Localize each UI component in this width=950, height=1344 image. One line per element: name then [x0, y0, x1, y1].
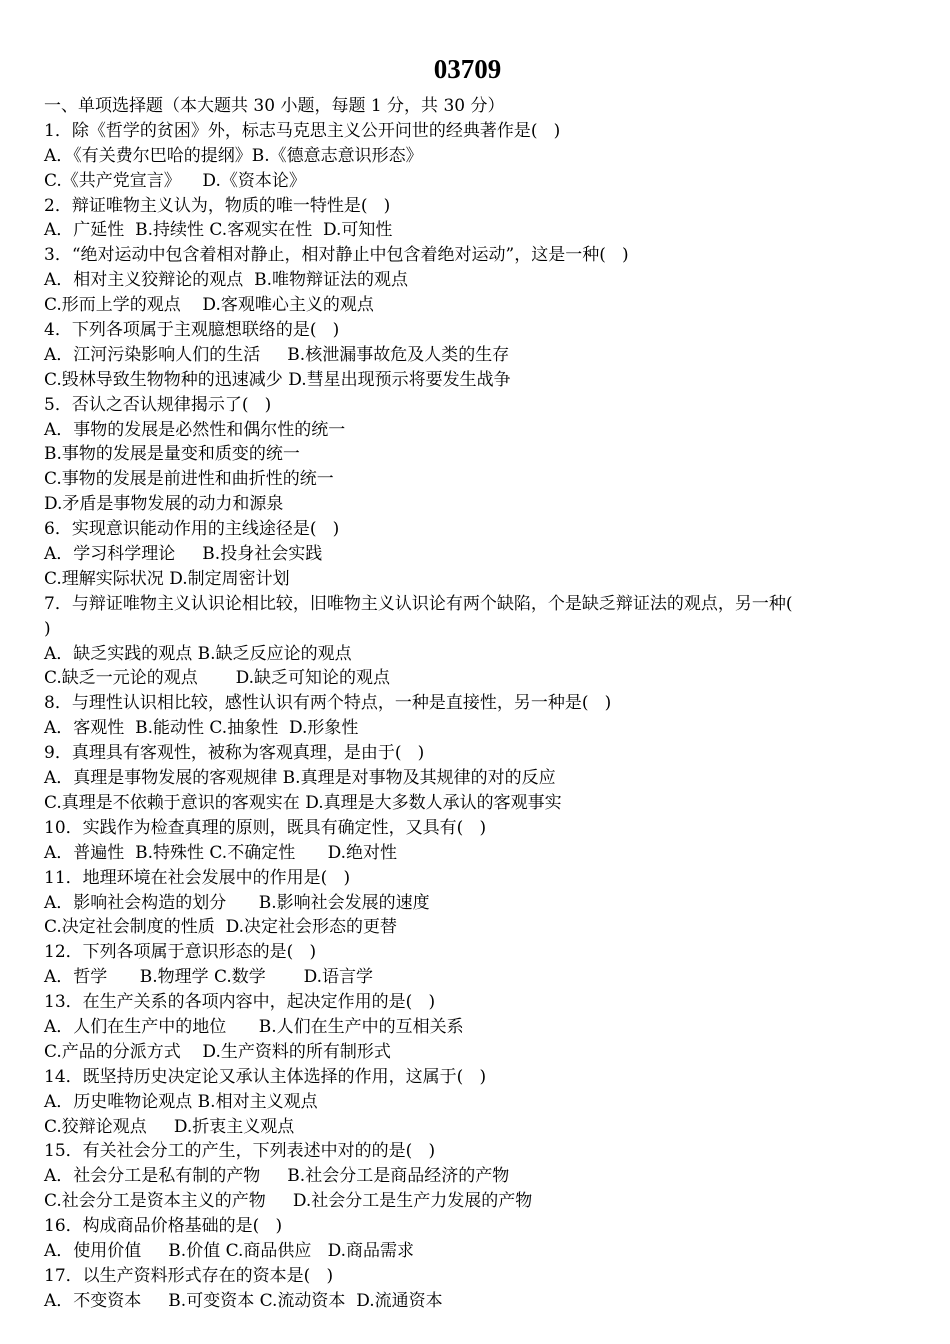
text-line: C.缺乏一元论的观点 D.缺乏可知论的观点 [44, 668, 391, 689]
text-line: C.决定社会制度的性质 D.决定社会形态的更替 [44, 917, 398, 938]
text-line: A．影响社会构造的划分 B.影响社会发展的速度 [44, 892, 430, 913]
text-line: A．人们在生产中的地位 B.人们在生产中的互相关系 [44, 1016, 464, 1037]
text-line: A．普遍性 B.特殊性 C.不确定性 D.绝对性 [44, 842, 398, 863]
text-line: A．使用价值 B.价值 C.商品供应 D.商品需求 [44, 1240, 415, 1261]
text-line: A．相对主义狡辩论的观点 B.唯物辩证法的观点 [44, 270, 408, 291]
text-line: A．历史唯物论观点 B.相对主义观点 [44, 1091, 318, 1112]
text-line: D.矛盾是事物发展的动力和源泉 [44, 494, 284, 515]
text-line: 一、单项选择题（本大题共 30 小题，每题 1 分，共 30 分） [44, 96, 505, 116]
text-line: A．缺乏实践的观点 B.缺乏反应论的观点 [44, 643, 352, 664]
text-line: C.《共产党宣言》 D.《资本论》 [44, 170, 306, 191]
text-line: 8．与理性认识相比较，感性认识有两个特点，一种是直接性，另一种是( ) [44, 693, 612, 714]
text-line: A．学习科学理论 B.投身社会实践 [44, 544, 323, 565]
text-line: A．真理是事物发展的客观规律 B.真理是对事物及其规律的对的反应 [44, 768, 556, 789]
text-line: 16．构成商品价格基础的是( ) [44, 1216, 283, 1237]
document-title: 03709 [433, 54, 502, 84]
text-line: C.形而上学的观点 D.客观唯心主义的观点 [44, 295, 374, 316]
text-line: ) [44, 618, 51, 639]
text-line: C.产品的分派方式 D.生产资料的所有制形式 [44, 1041, 391, 1062]
text-line: 15．有关社会分工的产生，下列表述中对的的是( ) [44, 1141, 436, 1162]
text-line: C.真理是不依赖于意识的客观实在 D.真理是大多数人承认的客观事实 [44, 792, 562, 813]
text-line: C.毁林导致生物物种的迅速减少 D.彗星出现预示将要发生战争 [44, 369, 511, 390]
text-line: 4．下列各项属于主观臆想联络的是( ) [44, 320, 340, 341]
text-line: 2．辩证唯物主义认为，物质的唯一特性是( ) [44, 195, 391, 216]
text-line: A．哲学 B.物理学 C.数学 D.语言学 [44, 967, 374, 988]
text-line: A．江河污染影响人们的生活 B.核泄漏事故危及人类的生存 [44, 344, 510, 365]
text-line: 9．真理具有客观性，被称为客观真理，是由于( ) [44, 743, 425, 764]
text-line: 3．“绝对运动中包含着相对静止，相对静止中包含着绝对运动”，这是一种( ) [44, 245, 629, 266]
text-line: 13．在生产关系的各项内容中，起决定作用的是( ) [44, 992, 436, 1013]
text-line: C.狡辩论观点 D.折衷主义观点 [44, 1116, 295, 1137]
text-line: C.事物的发展是前进性和曲折性的统一 [44, 469, 334, 490]
text-line: C.理解实际状况 D.制定周密计划 [44, 568, 290, 589]
text-line: 17．以生产资料形式存在的资本是( ) [44, 1265, 334, 1286]
text-line: 12．下列各项属于意识形态的是( ) [44, 942, 317, 963]
text-line: C.社会分工是资本主义的产物 D.社会分工是生产力发展的产物 [44, 1191, 533, 1212]
text-line: A．事物的发展是必然性和偶尔性的统一 [44, 419, 346, 440]
text-line: 11．地理环境在社会发展中的作用是( ) [44, 867, 351, 888]
text-line: A．不变资本 B.可变资本 C.流动资本 D.流通资本 [44, 1290, 443, 1311]
text-line: 1．除《哲学的贫困》外，标志马克思主义公开问世的经典著作是( ) [44, 120, 561, 141]
document-body [44, 94, 924, 1314]
text-line: 7．与辩证唯物主义认识论相比较，旧唯物主义认识论有两个缺陷，个是缺乏辩证法的观点，另一种( [44, 593, 793, 614]
text-line: 10．实践作为检查真理的原则，既具有确定性，又具有( ) [44, 817, 487, 838]
text-line: 6．实现意识能动作用的主线途径是( ) [44, 519, 340, 540]
text-line: 5．否认之否认规律揭示了( ) [44, 394, 272, 415]
text-line: A．客观性 B.能动性 C.抽象性 D.形象性 [44, 718, 359, 739]
text-line: A．广延性 B.持续性 C.客观实在性 D.可知性 [44, 220, 393, 241]
text-line: 14．既坚持历史决定论又承认主体选择的作用，这属于( ) [44, 1066, 487, 1087]
text-line: A．《有关费尔巴哈的提纲》B.《德意志意识形态》 [44, 145, 423, 166]
text-line: B.事物的发展是量变和质变的统一 [44, 444, 300, 465]
text-line: A．社会分工是私有制的产物 B.社会分工是商品经济的产物 [44, 1166, 510, 1187]
